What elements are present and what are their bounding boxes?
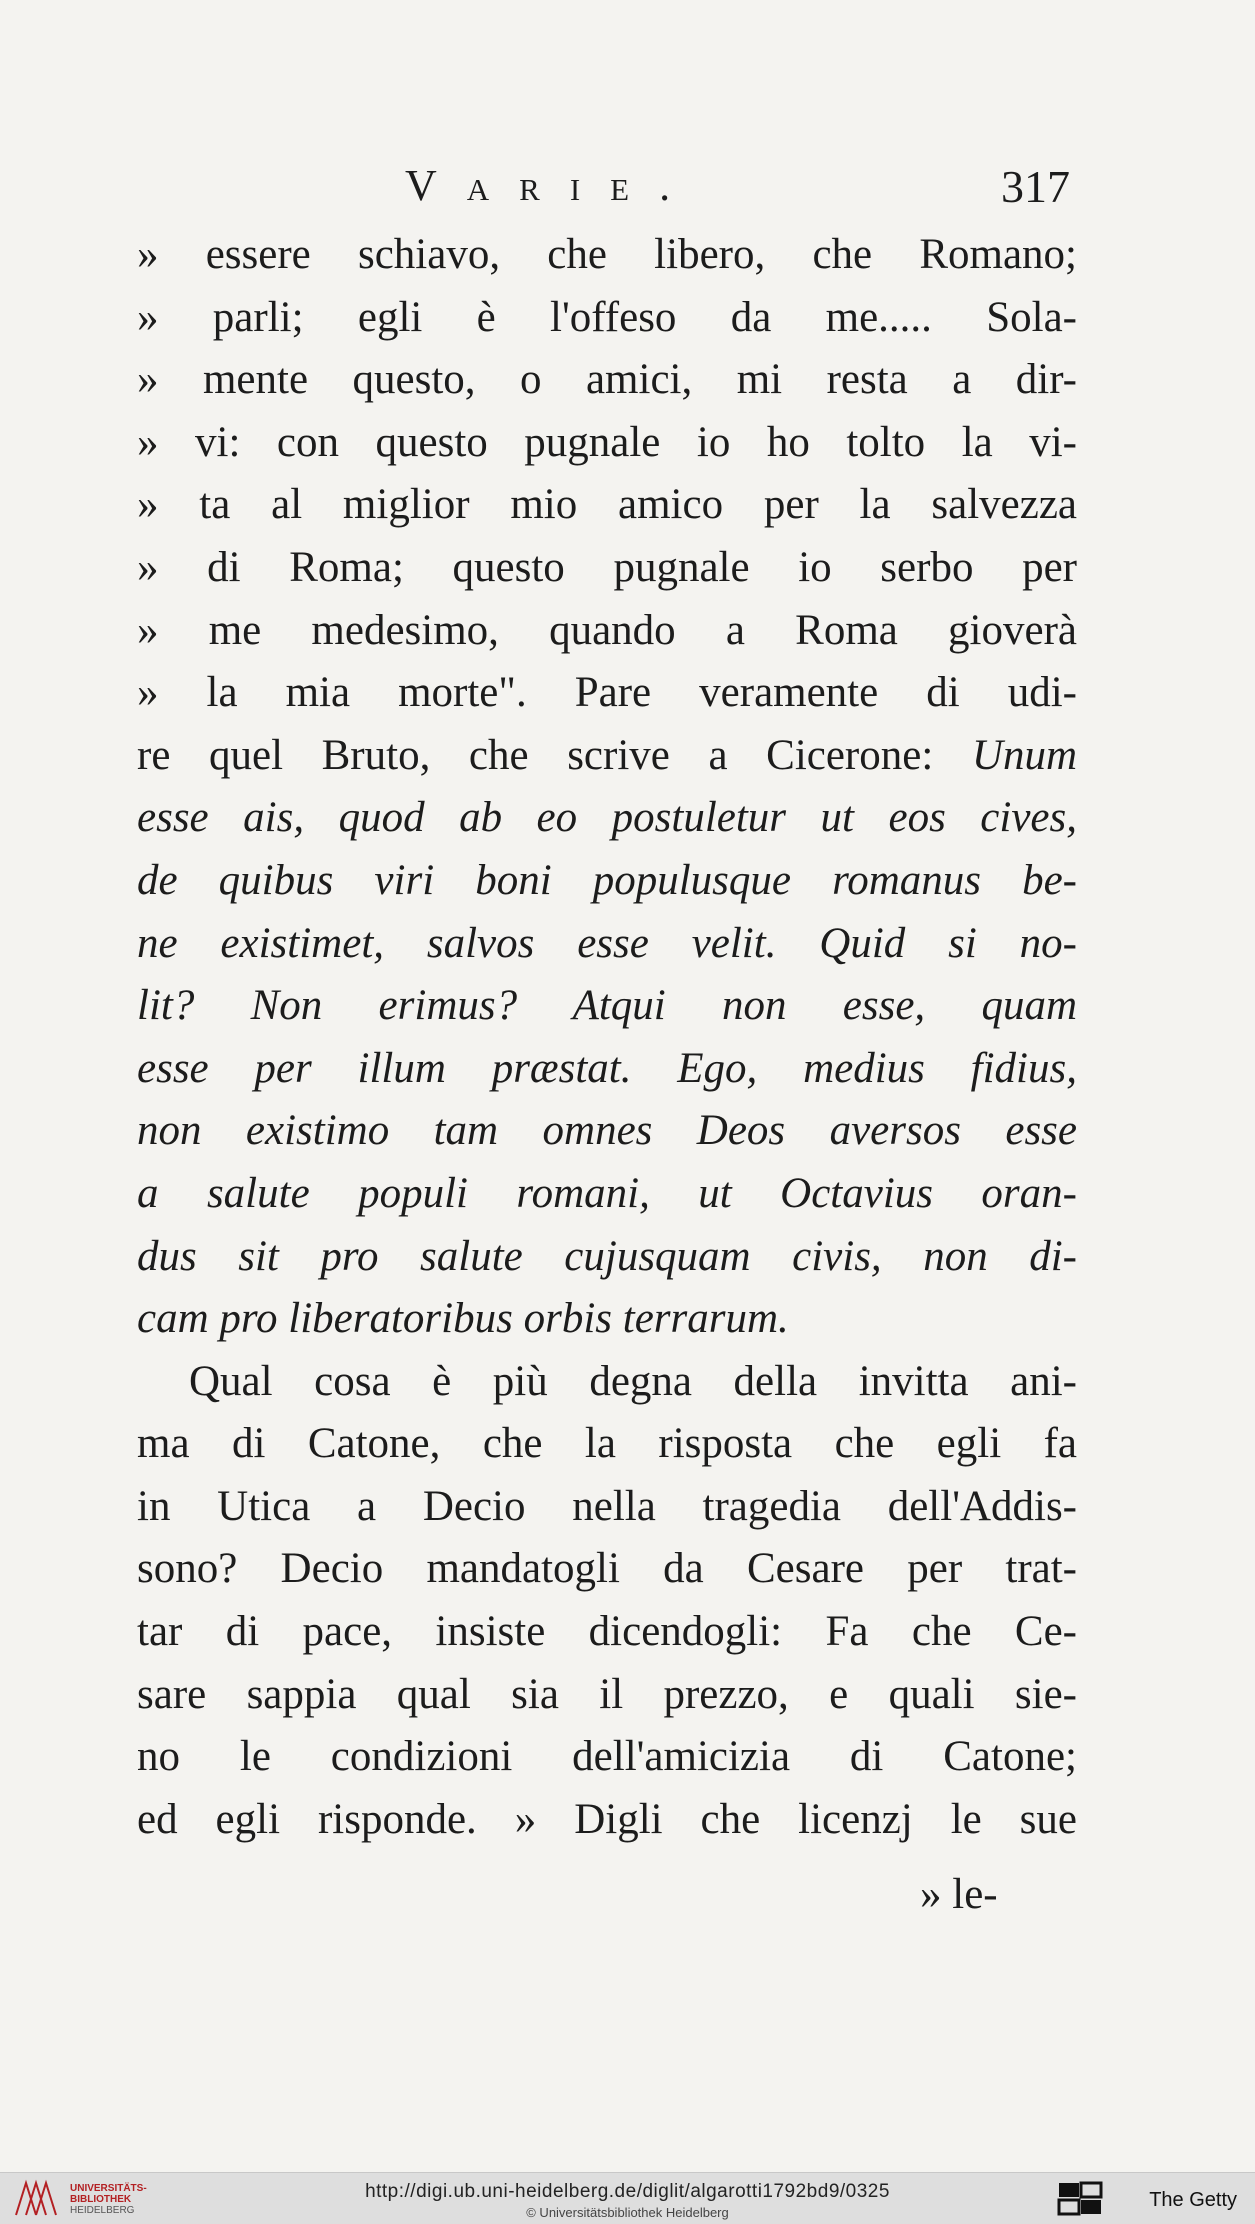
italic-segment: Unum (971, 731, 1077, 779)
viewer-footer (0, 2172, 1255, 2224)
sponsor-name: The Getty (1149, 2189, 1237, 2211)
getty-logo-icon (1057, 2181, 1105, 2217)
body-text (137, 224, 1077, 1851)
permalink-url[interactable]: http://digi.ub.uni-heidelberg.de/diglit/algarotti1792bd9/0325 (365, 2181, 890, 2202)
text-line: no le condizioni dell'amicizia di Catone; (137, 1733, 1077, 1781)
text-line: » parli; egli è l'offeso da me..... Sola- (137, 293, 1077, 341)
text-line: tar di pace, insiste dicendogli: Fa che Ce- (137, 1608, 1077, 1656)
text-line: Qual cosa è più degna della invitta ani- (189, 1357, 1077, 1405)
text-line: » mente questo, o amici, mi resta a dir- (137, 356, 1077, 404)
copyright-notice: © Universitätsbibliothek Heidelberg (526, 2205, 729, 2220)
text-line: in Utica a Decio nella tragedia dell'Addis- (137, 1482, 1077, 1530)
logo-line-3: HEIDELBERG (70, 2205, 135, 2216)
page-number: 317 (1001, 161, 1070, 212)
text-line: » me medesimo, quando a Roma gioverà (137, 606, 1077, 654)
logo-line-2: BIBLIOTHEK (70, 2194, 132, 2205)
text-line: sare sappia qual sia il prezzo, e quali sie- (137, 1670, 1077, 1718)
text-line: ma di Catone, che la risposta che egli fa (137, 1420, 1077, 1468)
text-line: » di Roma; questo pugnale io serbo per (137, 543, 1077, 591)
roman-segment: re quel Bruto, che scrive a Cicerone: (137, 731, 972, 779)
text-line: cam pro liberatoribus orbis terrarum. (137, 1295, 789, 1343)
text-line: lit? Non erimus? Atqui non esse, quam (137, 982, 1077, 1030)
text-line: esse ais, quod ab eo postuletur ut eos cives, (137, 794, 1077, 842)
text-line: » la mia morte". Pare veramente di udi- (137, 669, 1077, 717)
logo-line-1: UNIVERSITÄTS- (70, 2183, 147, 2194)
text-line (137, 725, 1077, 788)
catchword: » le- (920, 1871, 998, 1918)
text-line: ne existimet, salvos esse velit. Quid si no- (137, 919, 1077, 967)
text-line: » vi: con questo pugnale io ho tolto la vi- (137, 418, 1077, 466)
running-header (140, 160, 1080, 220)
text-line: a salute populi romani, ut Octavius oran- (137, 1169, 1077, 1217)
running-title: Varie. (405, 161, 701, 210)
text-line: dus sit pro salute cujusquam civis, non di- (137, 1232, 1077, 1280)
text-line: esse per illum præstat. Ego, medius fidius, (137, 1044, 1077, 1092)
text-line: non existimo tam omnes Deos aversos esse (137, 1107, 1077, 1155)
text-line: » ta al miglior mio amico per la salvezza (137, 481, 1077, 529)
text-line: ed egli risponde. » Digli che licenzj le sue (137, 1795, 1077, 1843)
getty-logo[interactable] (1057, 2181, 1237, 2217)
text-line: de quibus viri boni populusque romanus be- (137, 856, 1077, 904)
text-line: sono? Decio mandatogli da Cesare per trat- (137, 1545, 1077, 1593)
text-line: » essere schiavo, che libero, che Romano; (137, 231, 1077, 278)
